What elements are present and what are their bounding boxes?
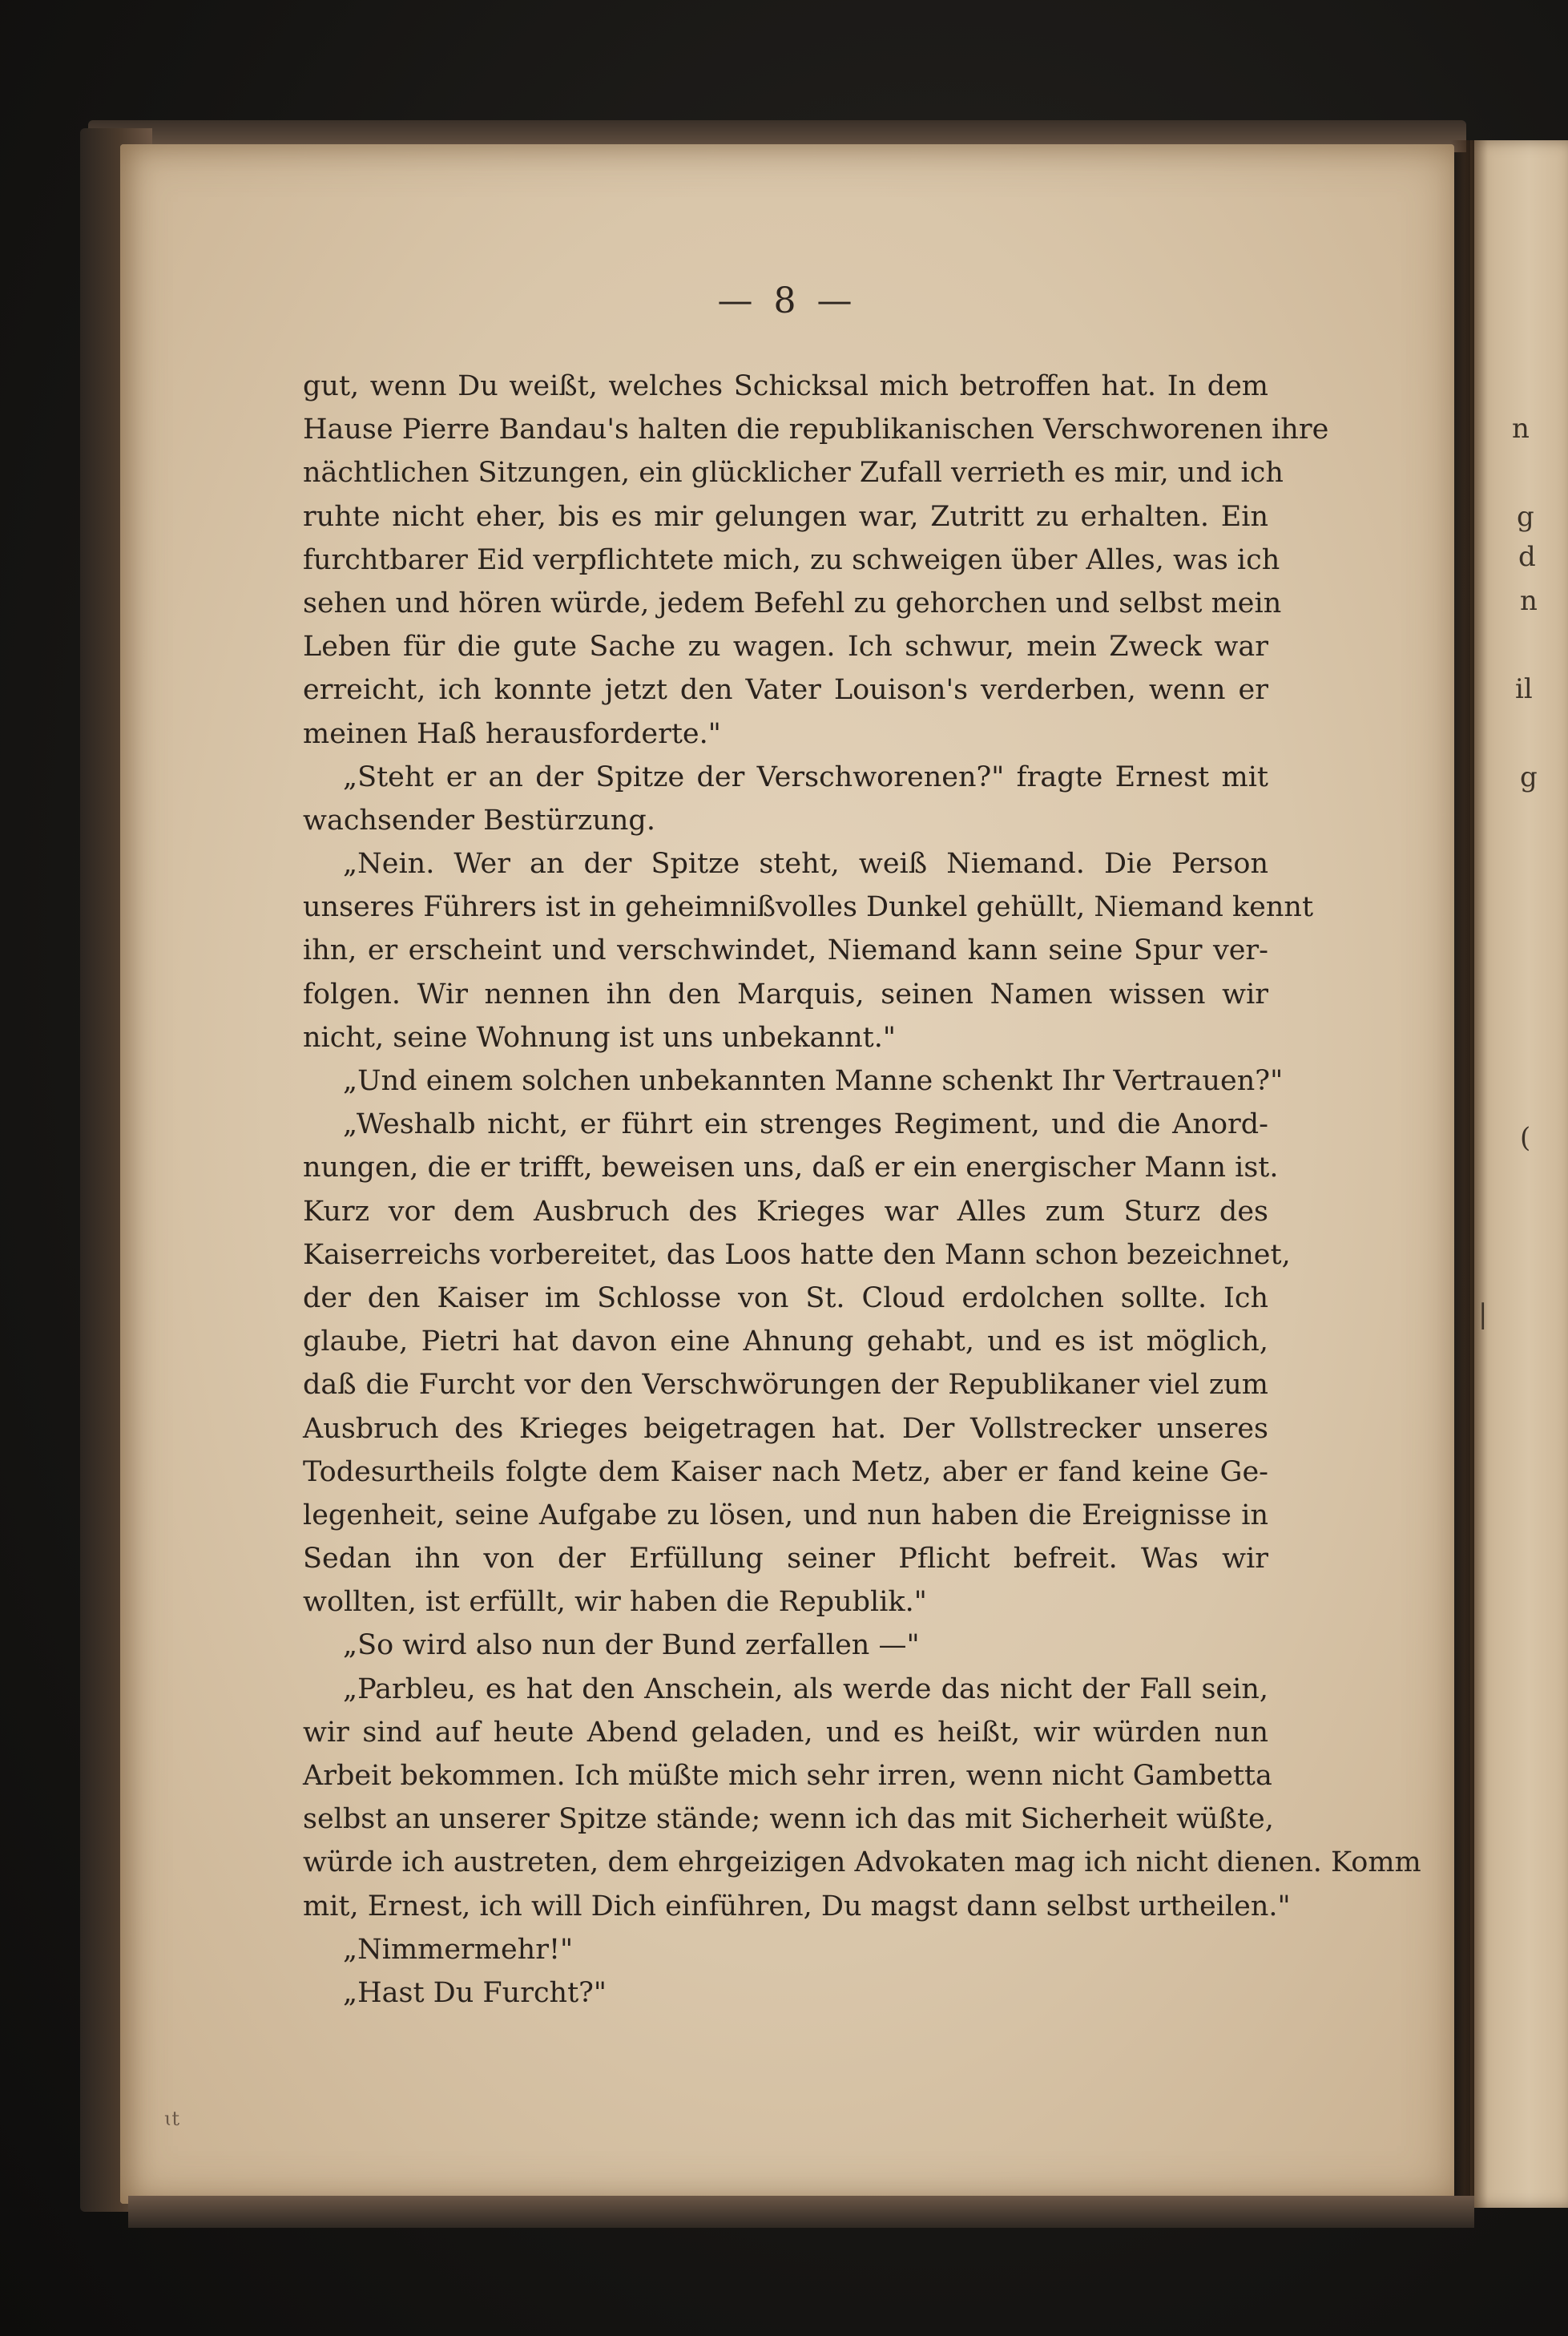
text-line: Kaiserreichs vorbereitet, das Loos hatte den Mann schon bezeichnet, [303,1238,1291,1271]
text-line: legenheit, seine Aufgabe zu lösen, und nun haben die Ereignisse in [303,1499,1268,1531]
text-line: Todesurtheils folgte dem Kaiser nach Metz, aber er fand keine Ge- [303,1455,1268,1488]
text-line: wachsender Bestürzung. [303,804,655,837]
text-line: nungen, die er trifft, beweisen uns, daß er ein energischer Mann ist. [303,1152,1279,1184]
text-line: mit, Ernest, ich will Dich einführen, Du magst dann selbst urtheilen." [303,1890,1291,1922]
text-line: Ausbruch des Krieges beigetragen hat. Der Vollstrecker unseres [303,1412,1268,1445]
next-page-glyph: d [1518,541,1536,573]
text-line: „So wird also nun der Bund zerfallen —" [343,1629,920,1662]
text-line: „Parbleu, es hat den Anschein, als werde das nicht der Fall sein, [343,1672,1268,1705]
next-page-glyph: n [1520,585,1538,617]
book-cover-bottom-edge [128,2196,1474,2228]
text-line: furchtbarer Eid verpflichtete mich, zu schweigen über Alles, was ich [303,543,1280,576]
next-page-glyph: | [1478,1298,1488,1330]
next-page-glyph: ( [1520,1122,1531,1154]
text-line: „Steht er an der Spitze der Verschworenen?" fragte Ernest mit [343,761,1268,793]
next-page-glyph: il [1515,673,1533,705]
text-line: nicht, seine Wohnung ist uns unbekannt." [303,1021,896,1054]
text-line: folgen. Wir nennen ihn den Marquis, seinen Namen wissen wir [303,978,1268,1011]
text-line: erreicht, ich konnte jetzt den Vater Louison's verderben, wenn er [303,674,1268,707]
text-line: daß die Furcht vor den Verschwörungen der Republikaner viel zum [303,1369,1268,1402]
text-line: „Und einem solchen unbekannten Manne schenkt Ihr Vertrauen?" [343,1065,1284,1097]
text-line: „Nein. Wer an der Spitze steht, weiß Niemand. Die Person [343,848,1268,881]
text-line: der den Kaiser im Schlosse von St. Cloud erdolchen sollte. Ich [303,1281,1268,1314]
text-line: gut, wenn Du weißt, welches Schicksal mich betroffen hat. In dem [303,370,1268,402]
page-number: — 8 — [717,280,857,321]
margin-mark: ɩt [164,2108,180,2130]
text-line: wollten, ist erfüllt, wir haben die Republik." [303,1586,927,1619]
text-line: Hause Pierre Bandau's halten die republikanischen Verschworenen ihre [303,414,1329,446]
text-line: meinen Haß herausforderte." [303,717,721,750]
text-line: Arbeit bekommen. Ich müßte mich sehr irren, wenn nicht Gambetta [303,1760,1272,1792]
next-page-edge [1470,140,1568,2208]
text-line: „Nimmermehr!" [343,1933,574,1966]
text-line: unseres Führers ist in geheimnißvolles Dunkel gehüllt, Niemand kennt [303,891,1314,924]
text-line: ihn, er erscheint und verschwindet, Niemand kann seine Spur ver- [303,934,1268,967]
text-line: „Weshalb nicht, er führt ein strenges Regiment, und die Anord- [343,1108,1268,1141]
text-line: Kurz vor dem Ausbruch des Krieges war Alles zum Sturz des [303,1195,1268,1228]
text-line: selbst an unserer Spitze stände; wenn ich das mit Sicherheit wüßte, [303,1803,1274,1836]
text-line: wir sind auf heute Abend geladen, und es heißt, wir würden nun [303,1716,1268,1749]
next-page-glyph: n [1512,413,1530,445]
text-line: ruhte nicht eher, bis es mir gelungen war, Zutritt zu erhalten. Ein [303,500,1268,533]
text-line: Sedan ihn von der Erfüllung seiner Pflicht befreit. Was wir [303,1543,1268,1575]
text-line: Leben für die gute Sache zu wagen. Ich schwur, mein Zweck war [303,631,1268,664]
text-line: nächtlichen Sitzungen, ein glücklicher Zufall verrieth es mir, und ich [303,457,1284,490]
text-line: glaube, Pietri hat davon eine Ahnung gehabt, und es ist möglich, [303,1325,1268,1358]
text-line: würde ich austreten, dem ehrgeizigen Advokaten mag ich nicht dienen. Komm [303,1846,1421,1879]
next-page-glyph: g [1520,761,1538,793]
next-page-glyph: g [1517,501,1534,533]
text-line: sehen und hören würde, jedem Befehl zu gehorchen und selbst mein [303,587,1282,619]
page-body-text [303,365,1421,2015]
text-line: „Hast Du Furcht?" [343,1976,607,2009]
